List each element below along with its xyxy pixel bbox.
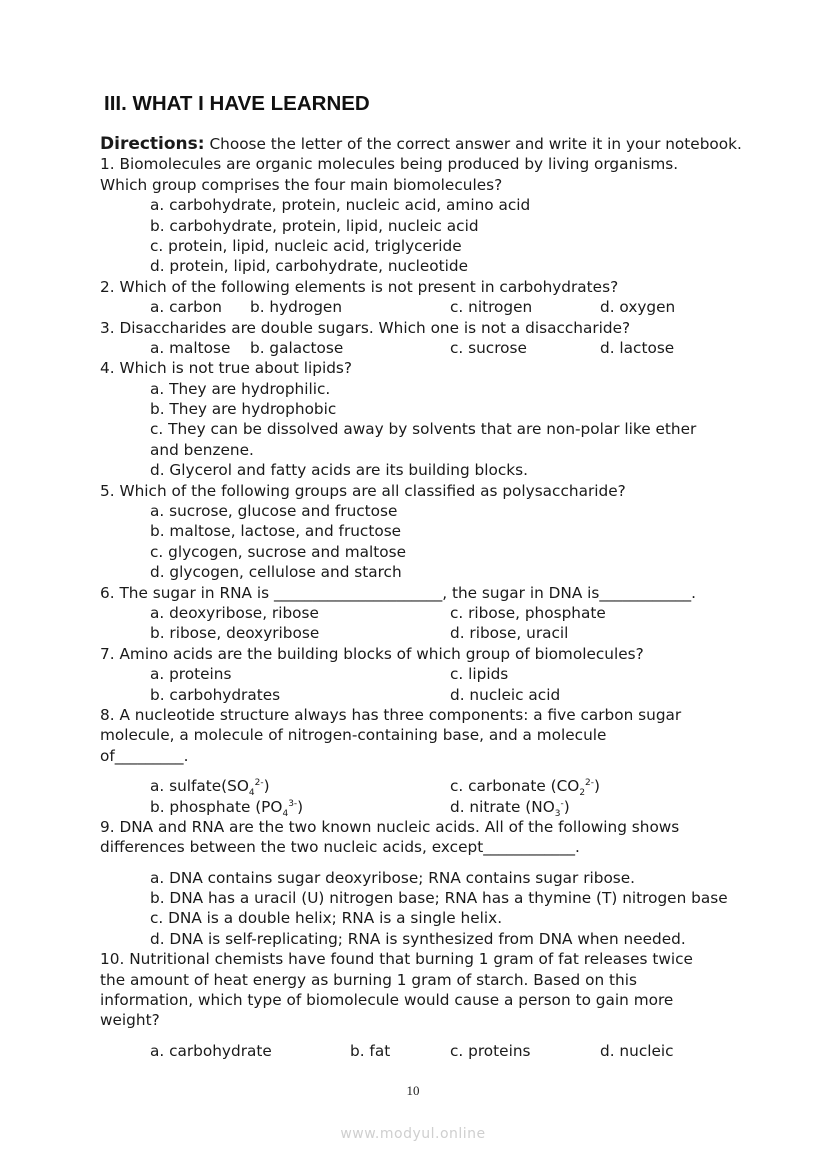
question-8-choices-row-1	[100, 776, 790, 799]
question-10-choice-a: a. carbohydrate	[150, 1041, 272, 1060]
question-4-choice-d: d. Glycerol and fatty acids are its building blocks.	[150, 461, 528, 480]
question-1-choice-a: a. carbohydrate, protein, nucleic acid, amino acid	[150, 196, 531, 215]
question-3-choice-a: a. maltose	[150, 338, 231, 357]
question-4-choice-a: a. They are hydrophilic.	[150, 379, 331, 398]
question-5-choice-a: a. sucrose, glucose and fructose	[150, 502, 398, 521]
question-4-choice-b: b. They are hydrophobic	[150, 400, 337, 419]
question-2-stem: 2. Which of the following elements is not present in carbohydrates?	[100, 277, 619, 296]
question-6-choices-row-1	[100, 603, 790, 623]
question-7-stem: 7. Amino acids are the building blocks of which group of biomolecules?	[100, 644, 644, 663]
question-5-choice-b: b. maltose, lactose, and fructose	[150, 522, 402, 541]
page-number: 10	[406, 1083, 420, 1098]
question-3-choice-d: d. lactose	[600, 338, 675, 357]
question-5-choice-d: d. glycogen, cellulose and starch	[150, 563, 402, 582]
question-10-stem-line-3: information, which type of biomolecule would cause a person to gain more	[100, 991, 674, 1010]
question-7-choice-a: a. proteins	[150, 665, 232, 684]
question-6-stem: 6. The sugar in RNA is ______________________, the sugar in DNA is____________.	[100, 583, 697, 602]
question-6-choice-b: b. ribose, deoxyribose	[150, 624, 320, 643]
question-5-choice-c: c. glycogen, sucrose and maltose	[150, 542, 406, 561]
question-8-choice-c: c. carbonate $(CO_2^{2-})$	[450, 777, 600, 799]
directions-label: Directions:	[100, 134, 205, 154]
question-7-choice-c: c. lipids	[450, 665, 509, 684]
question-2-choice-a: a. carbon	[150, 298, 222, 317]
question-7-choices-row-1	[100, 664, 790, 684]
question-7-choices-row-2	[100, 685, 790, 705]
question-10-choice-c: c. proteins	[450, 1041, 531, 1060]
watermark: www.modyul.online	[340, 1126, 486, 1142]
question-4-choice-c-cont: and benzene.	[150, 440, 254, 459]
question-10-choice-b: b. fat	[350, 1041, 391, 1060]
question-9-choice-c: c. DNA is a double helix; RNA is a single helix.	[150, 909, 503, 928]
directions-text: Choose the letter of the correct answer and write it in your notebook.	[204, 135, 742, 153]
question-8-choices-row-2	[100, 797, 790, 817]
worksheet-body	[100, 134, 790, 1061]
question-8-stem-line-3: of_________.	[100, 746, 189, 765]
question-8-stem-line-1: 8. A nucleotide structure always has three components: a five carbon sugar	[100, 705, 682, 724]
question-1-stem-line-1: 1. Biomolecules are organic molecules being produced by living organisms.	[100, 155, 679, 174]
question-2-choices	[100, 297, 790, 317]
question-8-choice-d: d. nitrate $(NO_3^-)$	[450, 797, 570, 819]
question-8-stem-line-2: molecule, a molecule of nitrogen-containing base, and a molecule	[100, 726, 607, 745]
question-7-choice-d: d. nucleic acid	[450, 685, 561, 704]
question-5-stem: 5. Which of the following groups are all classified as polysaccharide?	[100, 481, 626, 500]
question-1-choice-b: b. carbohydrate, protein, lipid, nucleic acid	[150, 216, 479, 235]
question-3-choice-c: c. sucrose	[450, 338, 527, 357]
question-2-choice-d: d. oxygen	[600, 298, 676, 317]
question-6-choice-d: d. ribose, uracil	[450, 624, 569, 643]
question-6-choice-c: c. ribose, phosphate	[450, 603, 606, 622]
question-3-stem: 3. Disaccharides are double sugars. Which one is not a disaccharide?	[100, 318, 631, 337]
question-7-choice-b: b. carbohydrates	[150, 685, 281, 704]
question-2-choice-c: c. nitrogen	[450, 298, 533, 317]
section-heading: III. WHAT I HAVE LEARNED	[104, 92, 370, 115]
question-1-choice-d: d. protein, lipid, carbohydrate, nucleotide	[150, 257, 469, 276]
question-3-choice-b: b. galactose	[250, 338, 344, 357]
question-8-choice-a: a. $sulfate(SO_4^{2-})$	[150, 777, 270, 799]
question-9-choice-b: b. DNA has a uracil (U) nitrogen base; RNA has a thymine (T) nitrogen base	[150, 889, 728, 908]
question-10-choices	[100, 1041, 790, 1061]
question-1-stem-line-2: Which group comprises the four main biomolecules?	[100, 175, 503, 194]
question-10-choice-d: d. nucleic	[600, 1041, 674, 1060]
question-10-stem-line-2: the amount of heat energy as burning 1 gram of starch. Based on this	[100, 970, 637, 989]
question-9-stem-line-2: differences between the two nucleic acids, except____________.	[100, 838, 580, 857]
question-10-stem-line-4: weight?	[100, 1011, 160, 1030]
question-8-choice-b: b. phosphate $(PO_4^{3-})$	[150, 797, 304, 819]
question-6-choice-a: a. deoxyribose, ribose	[150, 603, 319, 622]
question-4-choice-c: c. They can be dissolved away by solvents that are non-polar like ether	[150, 420, 697, 439]
question-1-choice-c: c. protein, lipid, nucleic acid, triglyceride	[150, 236, 462, 255]
question-2-choice-b: b. hydrogen	[250, 298, 343, 317]
directions	[100, 134, 790, 154]
question-9-choice-d: d. DNA is self-replicating; RNA is synthesized from DNA when needed.	[150, 929, 686, 948]
question-4-stem: 4. Which is not true about lipids?	[100, 359, 353, 378]
question-9-choice-a: a. DNA contains sugar deoxyribose; RNA contains sugar ribose.	[150, 868, 636, 887]
question-9-stem-line-1: 9. DNA and RNA are the two known nucleic acids. All of the following shows	[100, 817, 680, 836]
question-10-stem-line-1: 10. Nutritional chemists have found that burning 1 gram of fat releases twice	[100, 950, 693, 969]
question-3-choices	[100, 338, 790, 358]
question-6-choices-row-2	[100, 623, 790, 643]
